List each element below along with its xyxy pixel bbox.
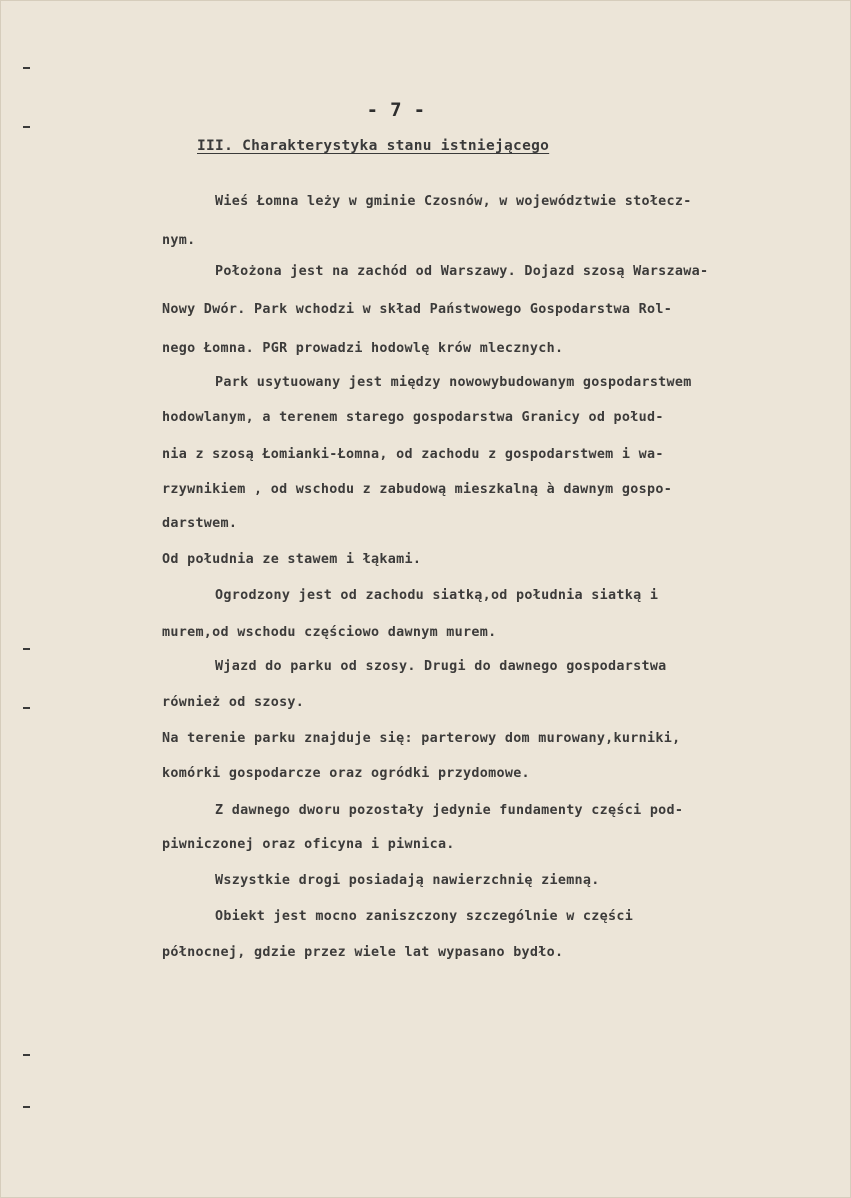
text-line: Wjazd do parku od szosy. Drugi do dawnego gospodarstwa	[215, 659, 667, 674]
text-line: nym.	[162, 233, 196, 248]
margin-tick-mark	[23, 126, 30, 128]
text-line: Park usytuowany jest między nowowybudowanym gospodarstwem	[215, 375, 692, 390]
text-line: darstwem.	[162, 516, 238, 531]
text-line: Nowy Dwór. Park wchodzi w skład Państwowego Gospodarstwa Rol-	[162, 302, 673, 317]
margin-tick-mark	[23, 67, 30, 69]
margin-tick-mark	[23, 1054, 30, 1056]
text-line: Wszystkie drogi posiadają nawierzchnię ziemną.	[215, 873, 600, 888]
text-line: Obiekt jest mocno zaniszczony szczególnie w części	[215, 909, 634, 924]
section-heading: III. Charakterystyka stanu istniejącego	[197, 138, 550, 154]
margin-tick-mark	[23, 648, 30, 650]
text-line: Ogrodzony jest od zachodu siatką,od południa siatką i	[215, 588, 659, 603]
margin-tick-mark	[23, 1106, 30, 1108]
text-line: komórki gospodarcze oraz ogródki przydomowe.	[162, 766, 530, 781]
text-line: nego Łomna. PGR prowadzi hodowlę krów mlecznych.	[162, 341, 564, 356]
text-line: hodowlanym, a terenem starego gospodarstwa Granicy od połud-	[162, 410, 664, 425]
text-line: Z dawnego dworu pozostały jedynie fundamenty części pod-	[215, 803, 684, 818]
text-line: również od szosy.	[162, 695, 305, 710]
text-line: Na terenie parku znajduje się: parterowy dom murowany,kurniki,	[162, 731, 681, 746]
text-line: Od południa ze stawem i łąkami.	[162, 552, 422, 567]
page-number: - 7 -	[366, 99, 426, 121]
text-line: nia z szosą Łomianki-Łomna, od zachodu z gospodarstwem i wa-	[162, 447, 664, 462]
text-line: Wieś Łomna leży w gminie Czosnów, w województwie stołecz-	[215, 194, 692, 209]
margin-tick-mark	[23, 707, 30, 709]
text-line: północnej, gdzie przez wiele lat wypasano bydło.	[162, 945, 564, 960]
text-line: murem,od wschodu częściowo dawnym murem.	[162, 625, 497, 640]
text-line: Położona jest na zachód od Warszawy. Dojazd szosą Warszawa-	[215, 264, 709, 279]
text-line: piwniczonej oraz oficyna i piwnica.	[162, 837, 455, 852]
text-line: rzywnikiem , od wschodu z zabudową mieszkalną à dawnym gospo-	[162, 482, 673, 497]
